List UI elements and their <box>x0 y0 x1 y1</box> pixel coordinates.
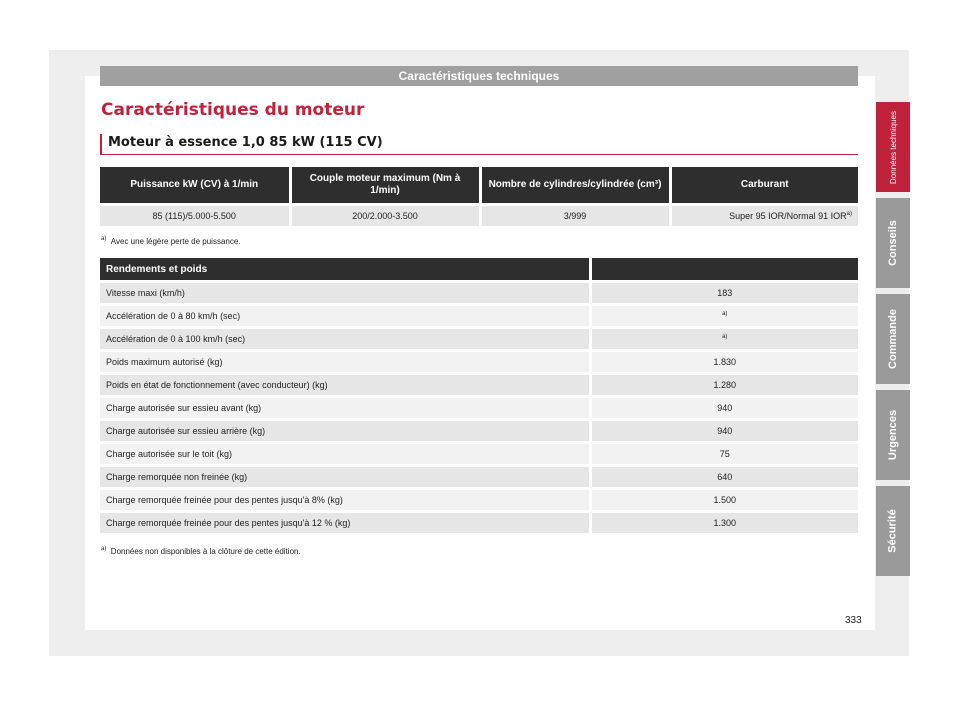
table-row <box>100 397 858 420</box>
performance-table <box>100 258 858 533</box>
value-text: 1.300 <box>713 518 737 528</box>
footnote-power <box>101 236 241 246</box>
engine-cell-fuel <box>670 205 858 227</box>
tab-label: Urgences <box>887 409 900 461</box>
engine-header-power: Puissance kW (CV) à 1/min <box>100 167 290 205</box>
row-value <box>590 420 858 443</box>
footnote-marker: a) <box>101 236 107 242</box>
row-value <box>590 443 858 466</box>
engine-header-cylinders: Nombre de cylindres/cylindrée (cm³) <box>480 167 670 205</box>
performance-header: Rendements et poids <box>100 258 590 282</box>
table-row <box>100 328 858 351</box>
row-label: Charge remorquée non freinée (kg) <box>100 466 590 489</box>
engine-cell-power: 85 (115)/5.000-5.500 <box>100 205 290 227</box>
tab-conseils[interactable] <box>876 198 910 288</box>
row-value <box>590 305 858 328</box>
table-row <box>100 420 858 443</box>
tab-label: Données techniques <box>888 110 898 184</box>
row-label: Accélération de 0 à 80 km/h (sec) <box>100 305 590 328</box>
table-row <box>100 443 858 466</box>
footnote-text: Avec une légère perte de puissance. <box>110 237 241 246</box>
tab-label: Conseils <box>887 220 900 266</box>
engine-cell-cylinders: 3/999 <box>480 205 670 227</box>
tab-label: Commande <box>887 309 899 369</box>
row-value <box>590 282 858 305</box>
table-row <box>100 374 858 397</box>
value-text: 640 <box>717 472 733 482</box>
table-row <box>100 489 858 512</box>
value-text: 75 <box>719 449 730 459</box>
value-text: 1.500 <box>713 495 737 505</box>
row-label: Poids en état de fonctionnement (avec conducteur) (kg) <box>100 374 590 397</box>
row-label: Charge remorquée freinée pour des pentes jusqu'à 8% (kg) <box>100 489 590 512</box>
running-header: Caractéristiques techniques <box>100 66 858 86</box>
footnote-ref: a) <box>722 334 728 340</box>
performance-header-blank <box>590 258 858 282</box>
row-label: Poids maximum autorisé (kg) <box>100 351 590 374</box>
row-value <box>590 374 858 397</box>
value-text: 1.830 <box>713 357 737 367</box>
value-text: 183 <box>717 288 733 298</box>
value-text: 1.280 <box>713 380 737 390</box>
table-row <box>100 512 858 534</box>
table-row <box>100 466 858 489</box>
tab-donnees-techniques[interactable] <box>876 102 910 192</box>
engine-header-torque: Couple moteur maximum (Nm à 1/min) <box>290 167 480 205</box>
fuel-text: Super 95 IOR/Normal 91 IOR <box>729 211 847 221</box>
value-text: 940 <box>717 426 733 436</box>
engine-header-fuel: Carburant <box>670 167 858 205</box>
section-title: Caractéristiques du moteur <box>101 100 365 120</box>
footnote-marker: a) <box>101 546 107 552</box>
row-value <box>590 489 858 512</box>
tab-urgences[interactable] <box>876 390 910 480</box>
footnote-ref: a) <box>846 211 852 217</box>
footnote-text: Données non disponibles à la clôture de cette édition. <box>110 547 301 556</box>
row-value <box>590 328 858 351</box>
engine-cell-torque: 200/2.000-3.500 <box>290 205 480 227</box>
tab-securite[interactable] <box>876 486 910 576</box>
row-value <box>590 512 858 534</box>
row-value <box>590 397 858 420</box>
row-label: Charge autorisée sur essieu avant (kg) <box>100 397 590 420</box>
footnote-ref: a) <box>722 311 728 317</box>
tab-commande[interactable] <box>876 294 910 384</box>
row-label: Accélération de 0 à 100 km/h (sec) <box>100 328 590 351</box>
value-text: 940 <box>717 403 733 413</box>
row-label: Charge remorquée freinée pour des pentes jusqu'à 12 % (kg) <box>100 512 590 534</box>
footnote-data <box>101 546 301 556</box>
row-value <box>590 466 858 489</box>
row-label: Charge autorisée sur essieu arrière (kg) <box>100 420 590 443</box>
tab-label: Sécurité <box>887 509 900 553</box>
row-value <box>590 351 858 374</box>
row-label: Charge autorisée sur le toit (kg) <box>100 443 590 466</box>
engine-table <box>100 167 858 226</box>
row-label: Vitesse maxi (km/h) <box>100 282 590 305</box>
table-row <box>100 282 858 305</box>
table-row <box>100 351 858 374</box>
subsection-title: Moteur à essence 1,0 85 kW (115 CV) <box>100 134 858 155</box>
table-row <box>100 305 858 328</box>
page-number: 333 <box>845 615 862 626</box>
